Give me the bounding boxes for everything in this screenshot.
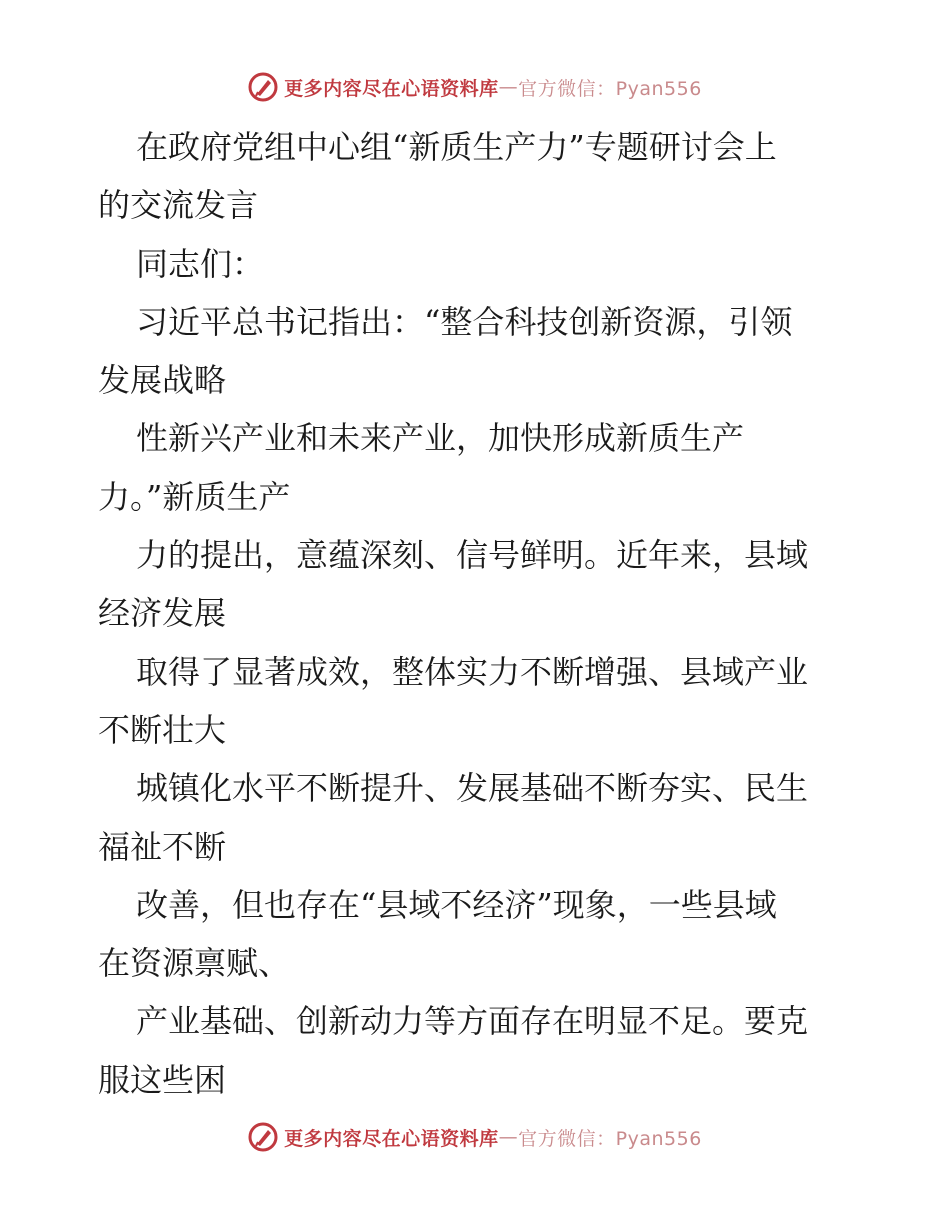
document-line: 同志们： xyxy=(136,244,265,283)
document-line: 经济发展 xyxy=(98,594,227,633)
document-line: 不断壮大 xyxy=(98,710,227,749)
document-line: 力的提出，意蕴深刻、信号鲜明。近年来，县域 xyxy=(136,536,809,575)
document-line: 习近平总书记指出：“整合科技创新资源，引领 xyxy=(136,302,793,341)
header-watermark xyxy=(0,72,950,102)
watermark-separator: — xyxy=(498,1126,519,1148)
footer-watermark xyxy=(0,1122,950,1152)
document-line: 取得了显著成效，整体实力不断增强、县域产业 xyxy=(136,652,809,691)
document-line: 城镇化水平不断提升、发展基础不断夯实、民生 xyxy=(136,769,809,808)
document-body xyxy=(98,118,858,1109)
quill-logo-icon xyxy=(248,1122,278,1152)
quill-logo-icon xyxy=(248,72,278,102)
document-line: 的交流发言 xyxy=(98,186,259,225)
document-line: 在资源禀赋、 xyxy=(98,944,291,983)
document-line: 服这些困 xyxy=(98,1060,227,1099)
document-line: 在政府党组中心组“新质生产力”专题研讨会上 xyxy=(136,128,777,166)
watermark-wechat: 官方微信：Pyan556 xyxy=(518,1127,702,1150)
watermark-wechat: 官方微信：Pyan556 xyxy=(518,77,702,100)
document-line: 产业基础、创新动力等方面存在明显不足。要克 xyxy=(136,1002,809,1041)
document-line: 福祉不断 xyxy=(98,827,227,866)
watermark-brand: 更多内容尽在心语资料库 xyxy=(284,1127,499,1150)
watermark-separator: — xyxy=(498,76,519,98)
document-line: 发展战略 xyxy=(98,361,227,400)
document-line: 改善，但也存在“县域不经济”现象，一些县域 xyxy=(136,885,777,924)
watermark-brand: 更多内容尽在心语资料库 xyxy=(284,77,499,100)
document-line: 力。”新质生产 xyxy=(98,477,291,516)
document-line: 性新兴产业和未来产业，加快形成新质生产 xyxy=(136,419,745,458)
